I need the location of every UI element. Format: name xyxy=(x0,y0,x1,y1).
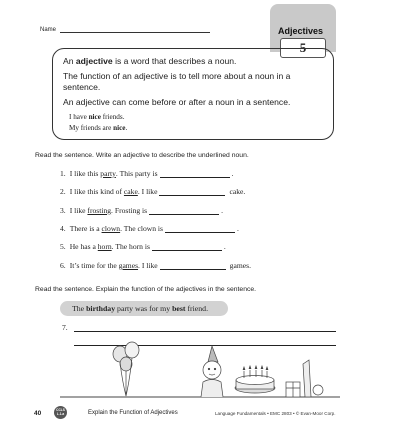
balloons-icon xyxy=(113,342,139,396)
item-number: 3. xyxy=(60,206,66,215)
item-number-7: 7. xyxy=(62,323,68,332)
exercise-item-4 xyxy=(60,224,239,233)
child-icon xyxy=(201,346,223,397)
item-text: . Frosting is xyxy=(111,206,148,215)
answer-line[interactable] xyxy=(74,331,336,332)
item-number: 6. xyxy=(60,261,66,270)
party-illustration xyxy=(60,340,340,402)
exercise-item-1 xyxy=(60,169,233,178)
item-text: . I like xyxy=(137,187,158,196)
exercise-item-5 xyxy=(60,242,226,251)
item-text: . This party is xyxy=(115,169,158,178)
footer-credit: Language Fundamentals • EMC 2803 • © Evan-Moor Corp. xyxy=(215,411,336,416)
name-line[interactable] xyxy=(60,27,210,33)
item-text: I like xyxy=(69,206,88,215)
item-text: games. xyxy=(229,261,251,270)
rule-function: The function of an adjective is to tell more about a noun in a sentence. xyxy=(63,71,291,92)
example-text: I have xyxy=(69,113,89,121)
example-adjective: birthday xyxy=(86,304,116,313)
ccss-label: CCLS xyxy=(56,408,65,412)
item-text: I like this kind of xyxy=(69,187,124,196)
item-text: It’s time for the xyxy=(69,261,119,270)
item-text: There is a xyxy=(69,224,102,233)
rule-example-2 xyxy=(69,123,323,134)
example-text: friends. xyxy=(100,113,125,121)
rule-text: An xyxy=(63,56,76,66)
item-number: 4. xyxy=(60,224,66,233)
exercise-item-2 xyxy=(60,187,245,196)
example-sentence xyxy=(60,301,228,316)
answer-blank[interactable] xyxy=(149,207,219,215)
part1-directions: Read the sentence. Write an adjective to describe the underlined noun. xyxy=(35,152,249,159)
underlined-noun: horn xyxy=(97,242,112,251)
answer-blank[interactable] xyxy=(152,243,222,251)
name-label: Name xyxy=(40,27,57,33)
part2-directions: Read the sentence. Explain the function of the adjectives in the sentence. xyxy=(35,286,257,293)
exercise-item-6 xyxy=(60,261,251,270)
item-text: . xyxy=(237,224,239,233)
item-text: . xyxy=(223,242,226,251)
page-footer xyxy=(0,405,400,445)
item-text: . The clown is xyxy=(120,224,163,233)
rule-examples xyxy=(63,112,323,134)
item-text: . I like xyxy=(138,261,158,270)
underlined-noun: frosting xyxy=(87,206,112,215)
ccss-code: L.1.a xyxy=(56,412,65,416)
example-text: friend. xyxy=(185,304,209,313)
lesson-number: 5 xyxy=(280,38,326,58)
example-text: My friends are xyxy=(69,124,114,132)
item-number: 5. xyxy=(60,242,66,251)
item-text: . xyxy=(221,206,224,215)
item-text: I like this xyxy=(69,169,101,178)
example-text: . xyxy=(125,124,128,132)
rule-keyword: adjective xyxy=(75,56,113,66)
example-text: party was for my xyxy=(115,304,173,313)
ccss-badge xyxy=(54,406,67,419)
footer-title: Explain the Function of Adjectives xyxy=(88,410,178,416)
example-text: The xyxy=(72,304,87,313)
answer-blank[interactable] xyxy=(160,262,226,270)
item-text: He has a xyxy=(69,242,98,251)
rule-box xyxy=(52,48,334,140)
exercise-item-3 xyxy=(60,206,223,215)
name-field xyxy=(40,27,210,33)
item-text: . The horn is xyxy=(111,242,150,251)
gifts-icon xyxy=(286,360,323,397)
example-adjective: best xyxy=(172,304,186,313)
cake-icon xyxy=(235,366,275,393)
rule-definition xyxy=(63,56,323,67)
answer-blank[interactable] xyxy=(159,188,225,196)
rule-position: An adjective can come before or after a noun in a sentence. xyxy=(63,97,291,107)
page-number: 40 xyxy=(34,410,42,417)
underlined-noun: clown xyxy=(101,224,121,233)
item-text: . xyxy=(231,169,234,178)
underlined-noun: cake xyxy=(123,187,138,196)
example-adjective: nice xyxy=(113,124,126,132)
section-title: Adjectives xyxy=(278,26,324,36)
answer-blank[interactable] xyxy=(165,225,235,233)
example-adjective: nice xyxy=(88,113,101,121)
underlined-noun: games xyxy=(118,261,139,270)
answer-blank[interactable] xyxy=(160,170,230,178)
item-number: 2. xyxy=(60,187,66,196)
item-number: 1. xyxy=(60,169,66,178)
rule-text: is a word that describes a noun. xyxy=(112,56,237,66)
rule-example-1 xyxy=(69,112,323,123)
underlined-noun: party xyxy=(100,169,116,178)
item-text: cake. xyxy=(229,187,246,196)
